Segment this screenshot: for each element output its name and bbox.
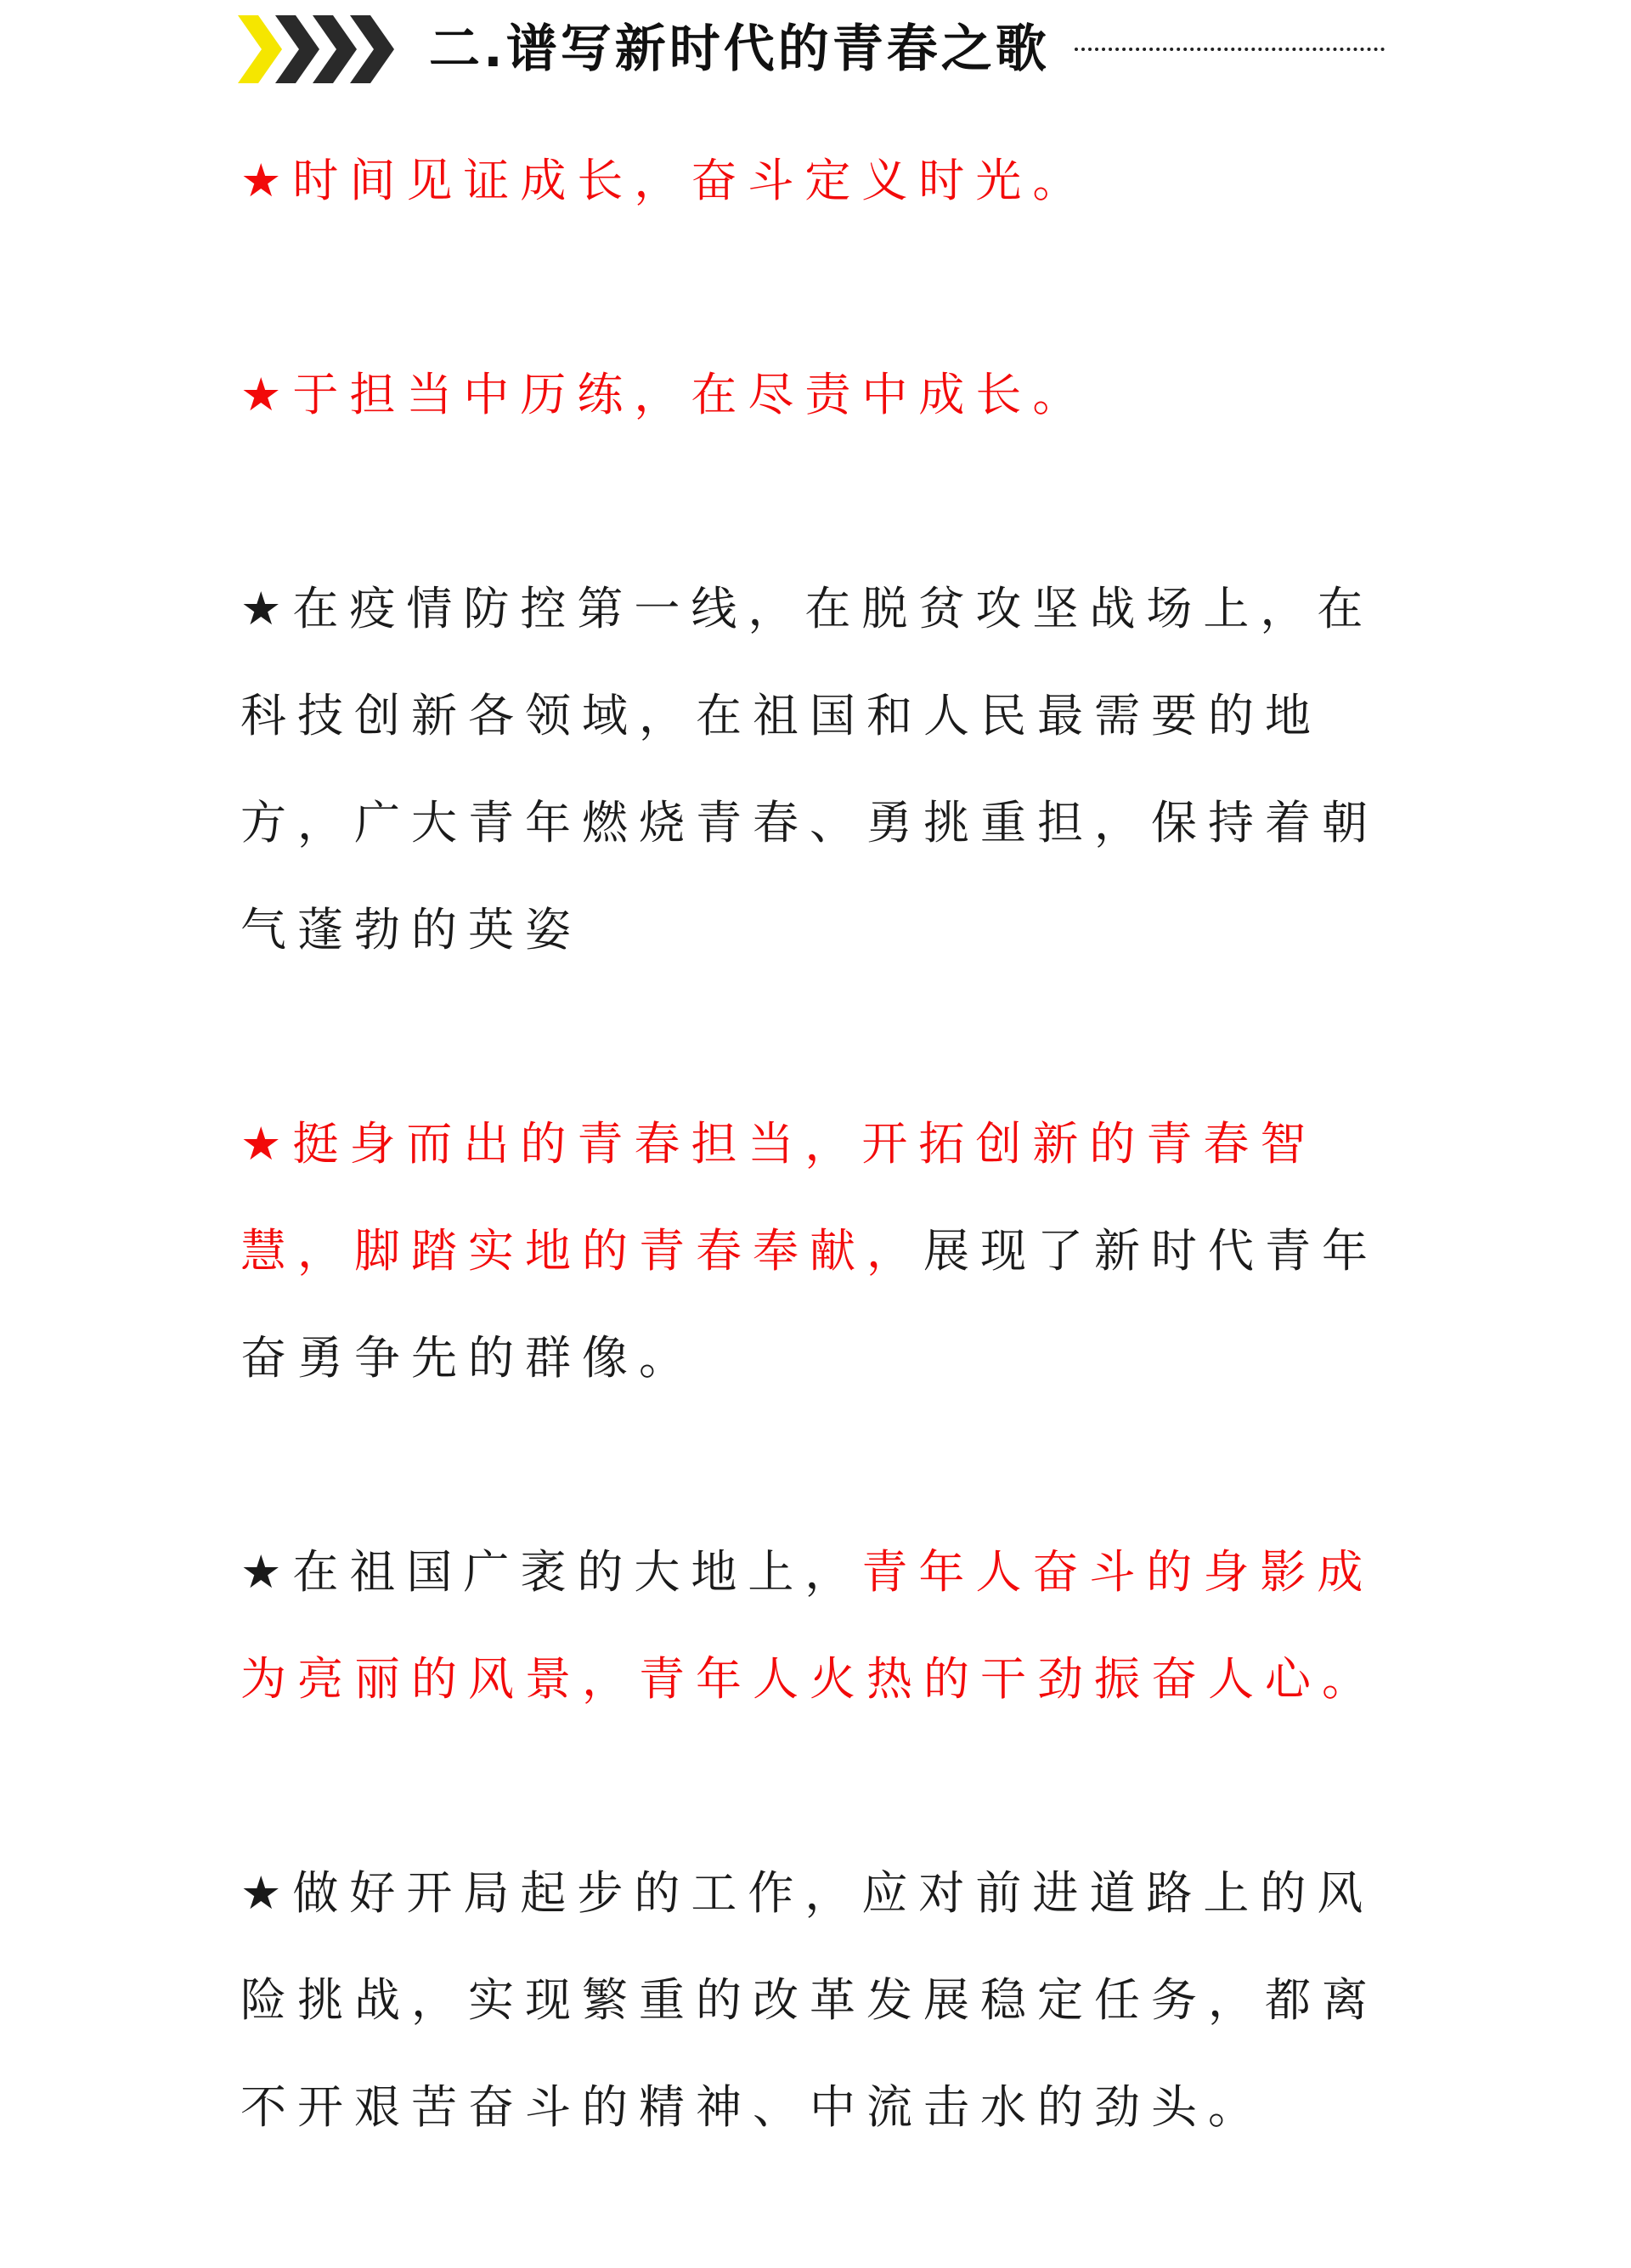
paragraph-3 <box>240 556 1396 984</box>
paragraph-5 <box>240 1519 1396 1733</box>
paragraph-5-segment-2: 青年人奋斗的身影成为亮丽的风景，青年人火热的干劲振奋人心。 <box>240 1545 1379 1706</box>
paragraph-2 <box>240 341 1396 449</box>
article-body <box>240 127 1396 2268</box>
paragraph-1 <box>240 127 1396 234</box>
chevron-arrows-icon <box>238 15 399 83</box>
dotted-divider <box>1075 48 1385 51</box>
paragraph-4-segment-1: ★挺身而出的青春担当，开拓创新的青春智慧，脚踏实地的青春奉献， <box>240 1117 1318 1278</box>
paragraph-1-segment-1: ★时间见证成长，奋斗定义时光。 <box>240 154 1090 207</box>
paragraph-6-segment-1: ★做好开局起步的工作，应对前进道路上的风险挑战，实现繁重的改革发展稳定任务，都离不开艰苦奋斗的精神、中流击水的劲头。 <box>240 1866 1379 2134</box>
section-header <box>238 15 1385 85</box>
paragraph-4 <box>240 1091 1396 1412</box>
section-title: 二.谱写新时代的青春之歌 <box>429 20 1050 79</box>
paragraph-4-segment-2: 展现了新时代青年奋勇争先的群像。 <box>240 1224 1379 1385</box>
paragraph-5-segment-1: ★在祖国广袤的大地上， <box>240 1545 862 1599</box>
paragraph-3-segment-1: ★在疫情防控第一线，在脱贫攻坚战场上，在科技创新各领域，在祖国和人民最需要的地方，广大青年燃烧青春、勇挑重担，保持着朝气蓬勃的英姿 <box>240 582 1379 956</box>
chevron-1-icon <box>238 15 282 83</box>
paragraph-2-segment-1: ★于担当中历练，在尽责中成长。 <box>240 368 1090 421</box>
paragraph-6 <box>240 1840 1396 2161</box>
